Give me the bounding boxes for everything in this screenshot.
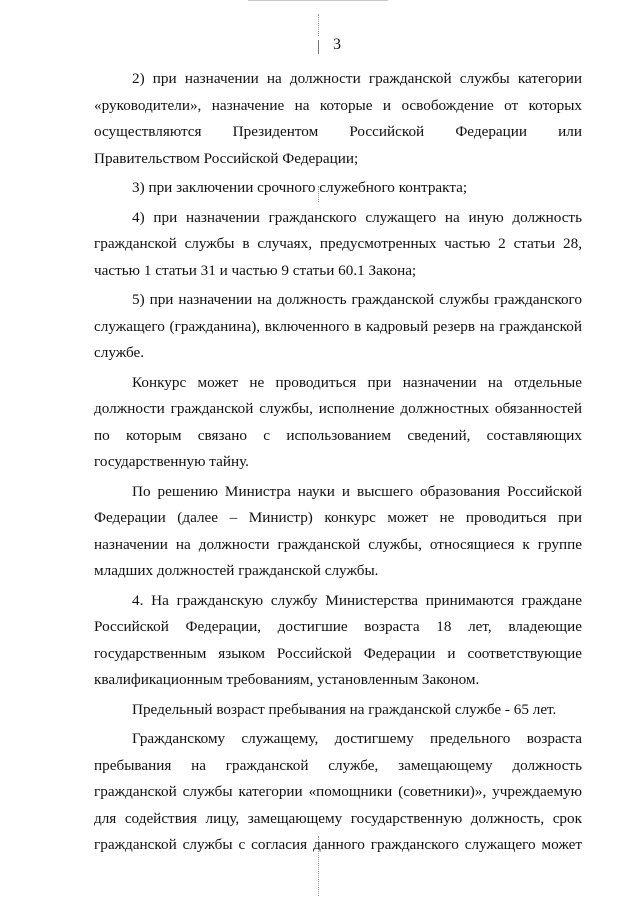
paragraph: 5) при назначении на должность гражданской службы гражданского служащего (гражданина), включенного в кадровый резерв на гражданской службе. bbox=[94, 291, 582, 361]
paragraph: 2) при назначении на должности гражданской службы категории «руководители», назначение на которые и освобождение от которых осуществляются Президентом Российской Федерации или Правительством Российской Федерации; bbox=[94, 70, 582, 167]
paragraph: По решению Министра науки и высшего образования Российской Федерации (далее – Министр) конкурс может не проводиться при назначении на должности гражданской службы, относящиеся к группе младших должностей гражданской службы. bbox=[94, 482, 582, 579]
paragraph: 4) при назначении гражданского служащего на иную должность гражданской службы в случаях, предусмотренных частью 2 статьи 28, частью 1 статьи 31 и частью 9 статьи 60.1 Закона; bbox=[94, 208, 582, 279]
paragraph: Конкурс может не проводиться при назначении на отдельные должности гражданской службы, исполнение должностных обязанностей по которым связано с использованием сведений, составляющих государственную тайну. bbox=[94, 373, 582, 470]
paragraph: 3) при заключении срочного служебного контракта; bbox=[132, 179, 468, 196]
page-number-tick bbox=[318, 40, 319, 54]
scan-artifact-top bbox=[318, 14, 319, 36]
paragraph: 4. На гражданскую службу Министерства принимаются граждане Российской Федерации, достигшие возраста 18 лет, владеющие государственным языком Российской Федерации и соответствующие квалификационным требованиям, установленным Законом. bbox=[94, 591, 582, 688]
paragraph: Гражданскому служащему, достигшему предельного возраста пребывания на гражданской службе, замещающему должность гражданской службы категории «помощники (советники)», учреждаемую для содействия лицу, замещающему государственную должность, срок гражданской службы с согласия данного гражданского служащего может bbox=[94, 730, 582, 853]
scan-edge-line bbox=[248, 0, 388, 1]
page-number: 3 bbox=[333, 36, 341, 53]
paragraph: Предельный возраст пребывания на гражданской службе - 65 лет. bbox=[132, 700, 557, 718]
body-text bbox=[94, 66, 582, 859]
